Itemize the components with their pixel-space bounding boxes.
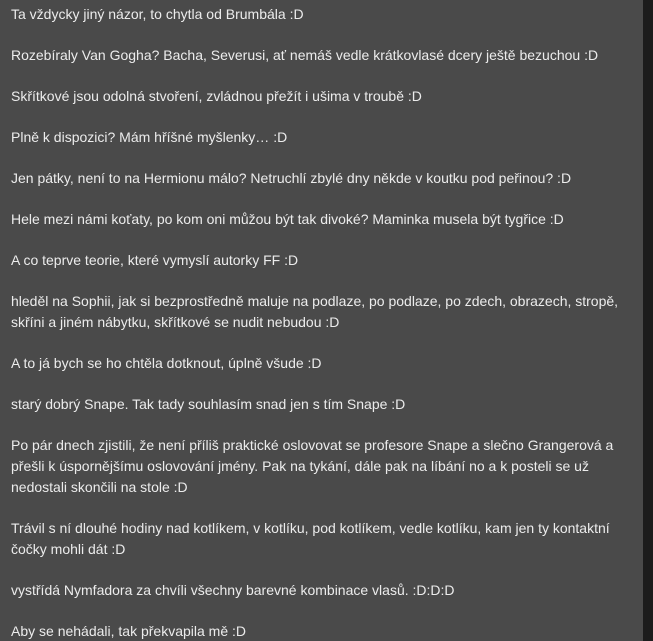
comment-text: Rozebíraly Van Gogha? Bacha, Severusi, ať nemáš vedle krátkovlasé dcery ještě bezuchou :D [11,47,599,63]
comment-text: Aby se nehádali, tak překvapila mě :D [11,623,247,639]
comment-text: Trávil s ní dlouhé hodiny nad kotlíkem, v kotlíku, pod kotlíkem, vedle kotlíku, kam jen ty kontaktní čočky mohli dát :D [11,520,610,557]
comment-text: vystřídá Nymfadora za chvíli všechny barevné kombinace vlasů. :D:D:D [11,582,455,598]
comment-text: A co teprve teorie, které vymyslí autorky FF :D [11,252,299,268]
comment-text: Po pár dnech zjistili, že není příliš praktické oslovovat se profesore Snape a slečno Grangerová a přešli k úspornějšímu oslovování jmény. Pak na tykání, dále pak na líbání no a k posteli se už nedostali skončili na stole :D [11,437,614,495]
comment-text: starý dobrý Snape. Tak tady souhlasím snad jen s tím Snape :D [11,396,406,412]
comment-text: Jen pátky, není to na Hermionu málo? Netruchlí zbylé dny někde v koutku pod peřinou? :D [11,170,572,186]
comment-text: Plně k dispozici? Mám hříšné myšlenky… :D [11,129,288,145]
page-edge [643,0,653,641]
comment-text: A to já bych se ho chtěla dotknout, úplně všude :D [11,355,322,371]
comment-text: Skřítkové jsou odolná stvoření, zvládnou přežít i ušima v troubě :D [11,88,422,104]
comment-text: Hele mezi námi koťaty, po kom oni můžou být tak divoké? Maminka musela být tygřice :D [11,211,564,227]
comment-text: hleděl na Sophii, jak si bezprostředně maluje na podlaze, po podlaze, po zdech, obrazech, stropě, skříni a jiném nábytku, skřítkové se nudit nebudou :D [11,293,619,330]
comment-text: Ta vždycky jiný názor, to chytla od Brumbála :D [11,6,304,22]
